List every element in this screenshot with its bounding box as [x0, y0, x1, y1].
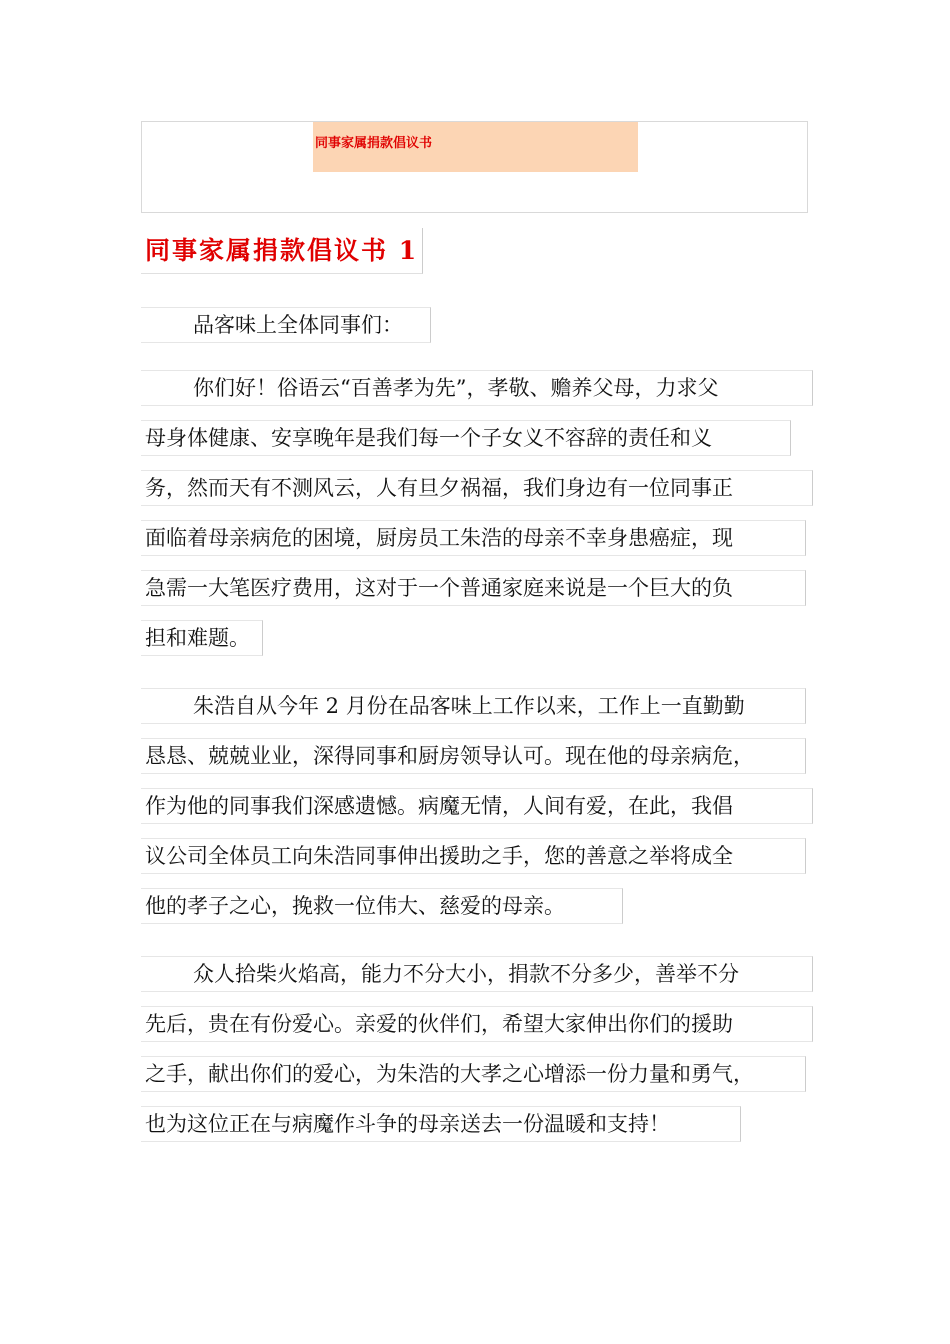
paragraph-line: 你们好！俗语云“百善孝为先”，孝敬、赡养父母，力求父 — [141, 370, 813, 406]
paragraph-line: 母身体健康、安享晚年是我们每一个子女义不容辞的责任和义 — [141, 420, 791, 456]
paragraph-line: 恳恳、兢兢业业，深得同事和厨房领导认可。现在他的母亲病危， — [141, 738, 806, 774]
paragraph-line: 众人拾柴火焰高，能力不分大小，捐款不分多少，善举不分 — [141, 956, 813, 992]
header-tag: 同事家属捐款倡议书 — [313, 122, 638, 172]
header-box — [141, 121, 808, 213]
paragraph-line: 务，然而天有不测风云，人有旦夕祸福，我们身边有一位同事正 — [141, 470, 813, 506]
paragraph-line: 朱浩自从今年 2 月份在品客味上工作以来，工作上一直勤勤 — [141, 688, 806, 724]
salutation-line: 品客味上全体同事们： — [141, 307, 431, 343]
document-title: 同事家属捐款倡议书 1 — [141, 228, 423, 274]
paragraph-line: 他的孝子之心，挽救一位伟大、慈爱的母亲。 — [141, 888, 623, 924]
paragraph-line: 作为他的同事我们深感遗憾。病魔无情，人间有爱，在此，我倡 — [141, 788, 813, 824]
paragraph-line: 面临着母亲病危的困境，厨房员工朱浩的母亲不幸身患癌症，现 — [141, 520, 806, 556]
paragraph-line: 也为这位正在与病魔作斗争的母亲送去一份温暖和支持！ — [141, 1106, 741, 1142]
paragraph-line: 之手，献出你们的爱心，为朱浩的大孝之心增添一份力量和勇气， — [141, 1056, 806, 1092]
paragraph-line: 担和难题。 — [141, 620, 263, 656]
paragraph-line: 急需一大笔医疗费用，这对于一个普通家庭来说是一个巨大的负 — [141, 570, 806, 606]
paragraph-line: 先后，贵在有份爱心。亲爱的伙伴们，希望大家伸出你们的援助 — [141, 1006, 813, 1042]
paragraph-line: 议公司全体员工向朱浩同事伸出援助之手，您的善意之举将成全 — [141, 838, 806, 874]
